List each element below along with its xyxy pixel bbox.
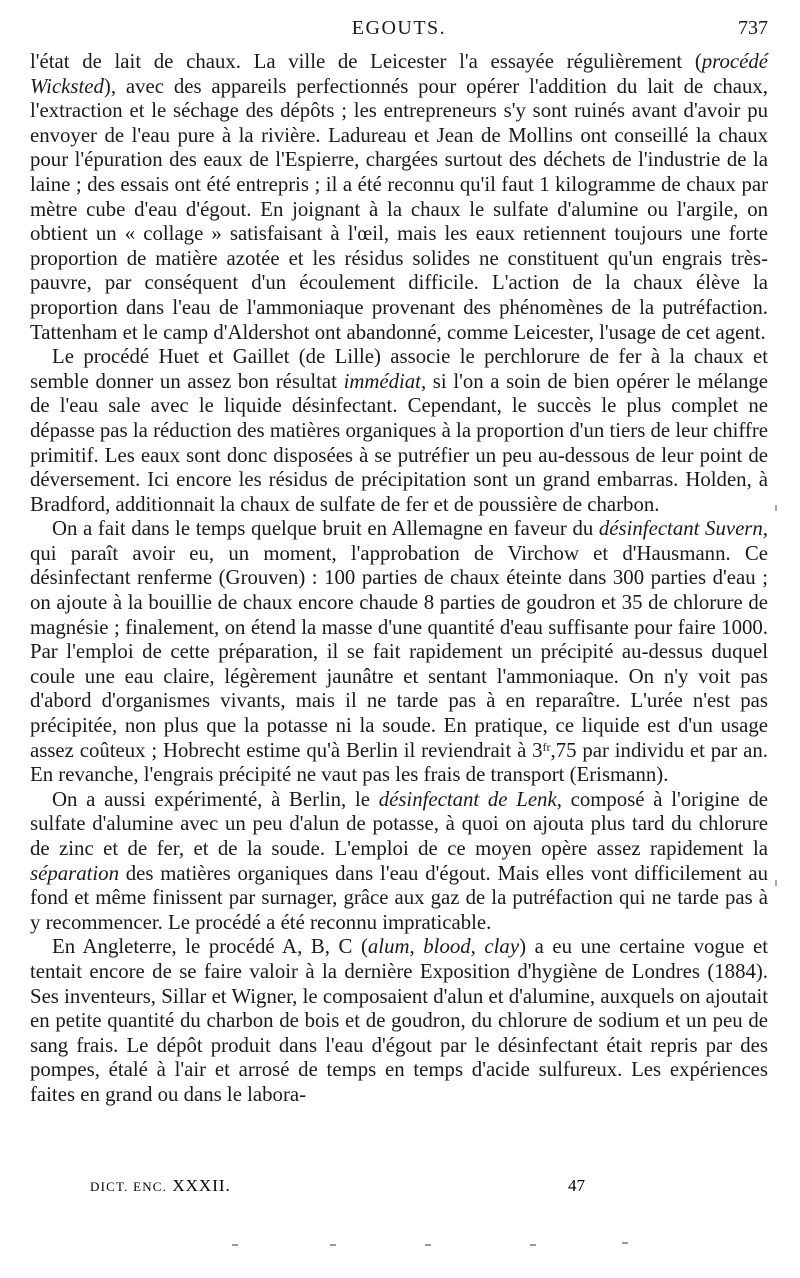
scan-artifacts [0, 1236, 800, 1256]
italic-term: alum, blood, clay [367, 935, 520, 959]
superscript-unit: fr [542, 739, 551, 754]
italic-term: séparation [30, 861, 119, 885]
italic-term: procédé Wicksted [30, 50, 768, 98]
scan-speck [530, 1244, 536, 1246]
text-run: ,75 par individu et par an. En revanche, l'engrais précipité ne vaut pas les frais de transport (Erismann). [30, 738, 768, 787]
signature-prefix: DICT. ENC. [90, 1179, 168, 1194]
text-run: , si l'on a soin de bien opérer le mélange de l'eau sale avec le liquide désinfectant. Cependant, le succès le plus complet ne dépasse pas la réduction des matières organiques à la proportion d'un tiers de leur chiffre primitif. Les eaux sont donc disposées à se putréfier un peu au-dessous de leur point de déversement. Ici encore les résidus de précipitation sont un grand embarras. Holden, à Bradford, additionnait la chaux de sulfate de fer et de poussière de charbon. [30, 369, 768, 516]
text-run: , composé à l'origine de sulfate d'alumine avec un peu d'alun de potasse, à quoi on ajouta plus tard du chlorure de zinc et de fer, et de la soude. L'emploi de ce moyen opère assez rapidement la [30, 787, 768, 860]
text-run: ), avec des appareils perfectionnés pour opérer l'addition du lait de chaux, l'extraction et le séchage des dépôts ; les entrepreneurs s'y sont ruinés avant d'avoir pu envoyer de l'eau pure à la rivière. Ladureau et Jean de Mollins ont conseillé la chaux pour l'épuration des eaux de l'Espierre, chargées surtout des déchets de l'industrie de la laine ; des essais ont été entrepris ; il a été reconnu qu'il faut 1 kilogramme de chaux par mètre cube d'eau d'égout. En joignant à la chaux le sulfate d'alumine ou l'argile, on obtient un « collage » satisfaisant à l'œil, mais les eaux retiennent toujours une forte proportion de matière azotée et les résidus solides ne constituent qu'un engrais très-pauvre, par conséquent d'un écoulement difficile. L'action de la chaux élève la proportion dans l'eau de l'ammoniaque provenant des phénomènes de la putréfaction. Tattenham et le camp d'Aldershot ont abandonné, comme Leicester, l'usage de cet agent. [30, 74, 768, 344]
scan-speck [425, 1244, 431, 1246]
text-run: Le procédé Huet et Gaillet (de Lille) associe le perchlorure de fer à la chaux et semble donner un assez bon résultat [30, 345, 768, 393]
text-run: En Angleterre, le procédé A, B, C ( [52, 935, 368, 959]
body-text [30, 50, 768, 1108]
signature-volume: XXXII. [172, 1176, 231, 1195]
scan-speck [232, 1244, 238, 1246]
paragraph-5 [30, 935, 768, 1107]
scan-speck [330, 1244, 336, 1246]
paragraph-3 [30, 517, 768, 788]
italic-term: immédiat [343, 369, 421, 393]
sheet-number: 47 [568, 1176, 585, 1195]
signature-mark [90, 1176, 231, 1196]
document-page [30, 14, 768, 1108]
italic-term: désinfectant de Lenk [378, 787, 557, 811]
text-run: , qui paraît avoir eu, un moment, l'approbation de Virchow et d'Hausmann. Ce désinfectant renferme (Grouven) : 100 parties de chaux éteinte dans 300 parties d'eau ; on ajoute à la bouillie de chaux encore chaude 8 parties de goudron et 35 de chlorure de magnésie ; finalement, on étend la masse d'une quantité d'eau suffisante pour faire 1000. Par l'emploi de cette préparation, il se fait rapidement un précipité au-dessus duquel coule une eau claire, légèrement jaunâtre et sentant l'ammoniaque. On n'y voit pas d'abord d'organismes vivants, mais il ne tarde pas à en reparaître. L'urée n'est pas précipitée, non plus que la potasse ni la soude. En pratique, ce liquide est d'un usage assez coûteux ; Hobrecht estime qu'à Berlin il reviendrait à 3 [30, 517, 768, 762]
scan-speck [775, 505, 777, 511]
paragraph-2 [30, 345, 768, 517]
paragraph-4 [30, 788, 768, 936]
paragraph-1 [30, 50, 768, 345]
scan-speck [775, 880, 777, 886]
text-run: ) a eu une certaine vogue et tentait encore de se faire valoir à la dernière Exposition d'hygiène de Londres (1884). Ses inventeurs, Sillar et Wigner, le composaient d'alun et d'alumine, auxquels on ajoutait en petite quantité du charbon de bois et de goudron, du chlorure de sodium et un peu de sang frais. Le dépôt produit dans l'eau d'égout par le désinfectant était repris par des pompes, étalé à l'air et arrosé de temps en temps d'acide sulfureux. Les expériences faites en grand ou dans le labora- [30, 935, 768, 1106]
page-number: 737 [738, 17, 768, 39]
text-run: des matières organiques dans l'eau d'égout. Mais elles vont difficilement au fond et même finissent par surnager, grâce aux gaz de la putréfaction qui ne tarde pas à y recommencer. Le procédé a été reconnu impraticable. [30, 861, 768, 934]
text-run: On a fait dans le temps quelque bruit en Allemagne en faveur du [52, 517, 599, 541]
scan-speck [622, 1242, 628, 1244]
page-footer [60, 1176, 800, 1200]
running-header [30, 14, 768, 50]
header-title: EGOUTS. [351, 17, 447, 39]
text-run: On a aussi expérimenté, à Berlin, le [52, 787, 379, 811]
italic-term: désinfectant Suvern [598, 517, 763, 541]
text-run: l'état de lait de chaux. La ville de Leicester l'a essayée régulièrement ( [30, 50, 702, 73]
